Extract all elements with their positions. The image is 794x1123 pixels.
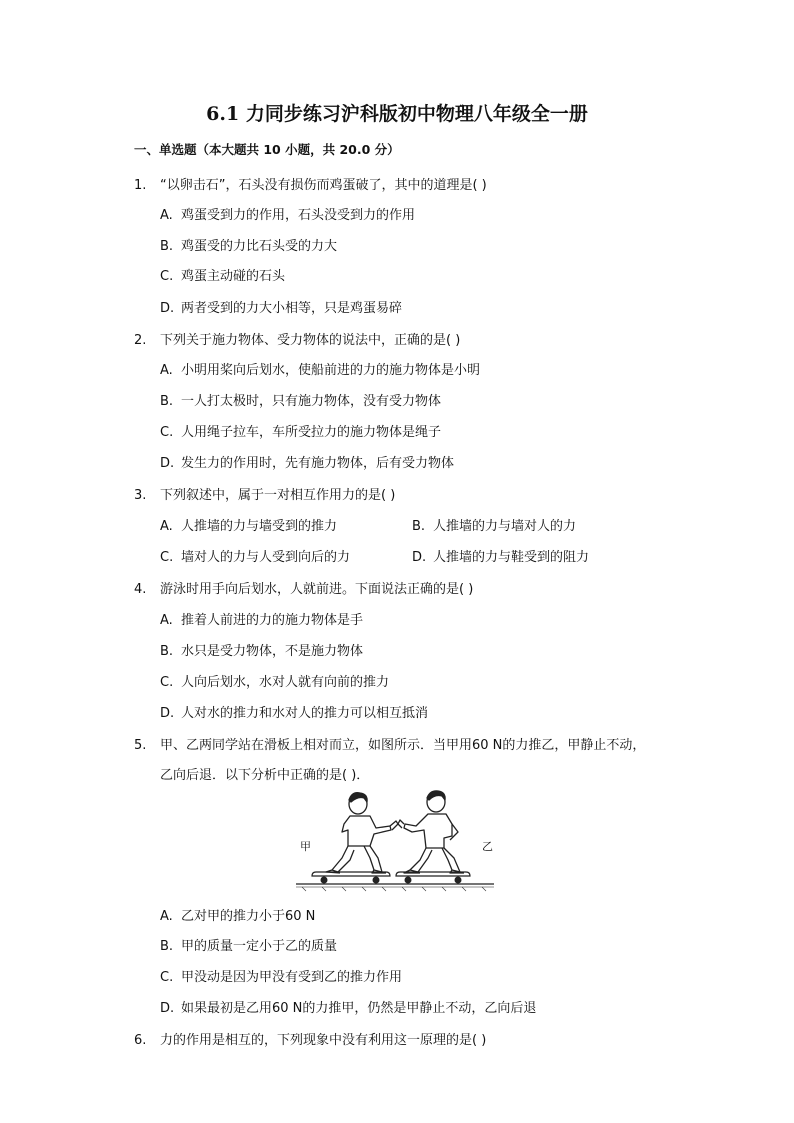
label-yi: 乙 — [482, 840, 493, 853]
question-text: “以卵击石”，石头没有损伤而鸡蛋破了，其中的道理是( ) — [160, 178, 487, 193]
question-text: 力的作用是相互的，下列现象中没有利用这一原理的是( ) — [160, 1033, 487, 1048]
option-3d: D. 人推墙的力与鞋受到的阻力 — [412, 550, 590, 565]
question-number: 3. — [134, 488, 147, 503]
option-5d: D. 如果最初是乙用60 N的力推甲，仍然是甲静止不动，乙向后退 — [160, 1001, 537, 1016]
left-skateboard — [312, 872, 390, 884]
question-3 — [134, 484, 395, 503]
option-3a: A. 人推墙的力与墙受到的推力 — [160, 519, 338, 534]
option-4d: D. 人对水的推力和水对人的推力可以相互抵消 — [160, 706, 429, 721]
question-4 — [134, 578, 473, 597]
option-5b: B. 甲的质量一定小于乙的质量 — [160, 939, 338, 954]
question-number: 5. — [134, 738, 147, 753]
question-number: 6. — [134, 1033, 147, 1048]
option-3c: C. 墙对人的力与人受到向后的力 — [160, 550, 351, 565]
section-heading: 一、单选题（本大题共 10 小题，共 20.0 分） — [134, 142, 400, 157]
person-jia — [326, 793, 398, 873]
page-title: 6.1 力同步练习沪科版初中物理八年级全一册 — [206, 103, 588, 125]
skateboard-figure — [292, 788, 498, 892]
question-text: 游泳时用手向后划水，人就前进。下面说法正确的是( ) — [160, 582, 474, 597]
option-4b: B. 水只是受力物体，不是施力物体 — [160, 644, 364, 659]
question-5-continued: 乙向后退．以下分析中正确的是( )． — [160, 768, 370, 783]
question-text: 下列关于施力物体、受力物体的说法中，正确的是( ) — [160, 333, 461, 348]
question-5 — [134, 734, 645, 753]
option-2b: B. 一人打太极时，只有施力物体，没有受力物体 — [160, 394, 442, 409]
label-jia: 甲 — [300, 840, 311, 853]
question-text: 下列叙述中，属于一对相互作用力的是( ) — [160, 488, 396, 503]
option-2d: D. 发生力的作用时，先有施力物体，后有受力物体 — [160, 456, 455, 471]
question-2 — [134, 329, 460, 348]
option-5a: A. 乙对甲的推力小于60 N — [160, 909, 316, 924]
option-1d: D. 两者受到的力大小相等，只是鸡蛋易碎 — [160, 301, 403, 316]
question-1 — [134, 174, 487, 193]
option-5c: C. 甲没动是因为甲没有受到乙的推力作用 — [160, 970, 403, 985]
question-text: 甲、乙两同学站在滑板上相对而立，如图所示．当甲用60 N的力推乙，甲静止不动， — [160, 738, 646, 753]
option-2c: C. 人用绳子拉车，车所受拉力的施力物体是绳子 — [160, 425, 442, 440]
right-skateboard — [396, 872, 470, 884]
question-number: 1. — [134, 178, 147, 193]
option-4c: C. 人向后划水，水对人就有向前的推力 — [160, 675, 390, 690]
question-number: 2. — [134, 333, 147, 348]
question-number: 4. — [134, 582, 147, 597]
option-3b: B. 人推墙的力与墙对人的力 — [412, 519, 577, 534]
question-6 — [134, 1029, 486, 1048]
person-yi — [398, 791, 464, 873]
option-4a: A. 推着人前进的力的施力物体是手 — [160, 613, 364, 628]
option-1b: B. 鸡蛋受的力比石头受的力大 — [160, 239, 338, 254]
option-1c: C. 鸡蛋主动碰的石头 — [160, 269, 286, 284]
option-1a: A. 鸡蛋受到力的作用，石头没受到力的作用 — [160, 208, 416, 223]
option-2a: A. 小明用桨向后划水，使船前进的力的施力物体是小明 — [160, 363, 481, 378]
